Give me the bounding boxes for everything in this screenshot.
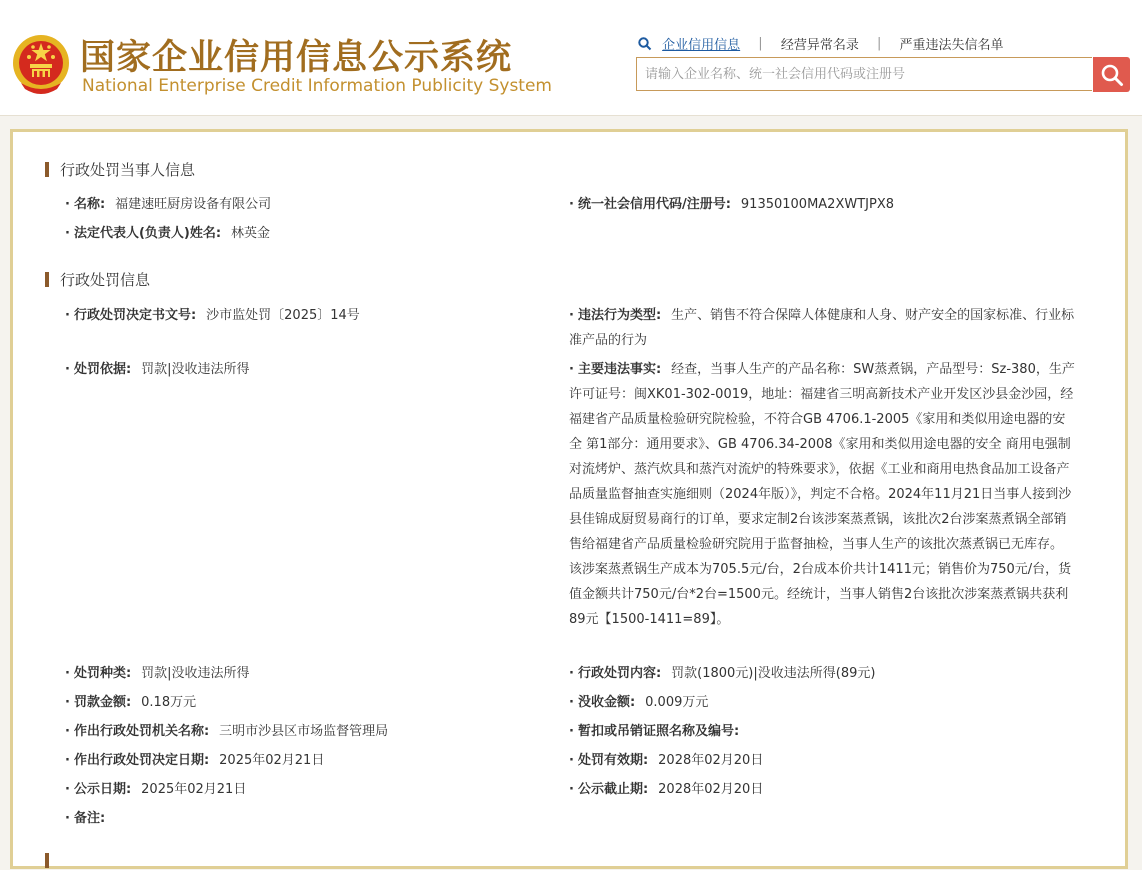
field-validity-period: · 处罚有效期: 2028年02月20日 [569, 753, 764, 768]
field-publish-date: · 公示日期: 2025年02月21日 [65, 782, 247, 797]
field-violation-type: · 违法行为类型: 生产、销售不符合保障人体健康和人身、财产安全的国家标准、行业标准产品的行为 [569, 308, 1075, 348]
field-value: 沙市监处罚〔2025〕14号 [206, 308, 360, 323]
field-label: 公示截止期: [577, 782, 649, 797]
field-license-revoked: · 暂扣或吊销证照名称及编号: [569, 724, 740, 739]
site-title-cn[interactable]: 国家企业信用信息公示系统 [80, 38, 513, 78]
field-label: 行政处罚内容: [577, 666, 662, 681]
field-label: 违法行为类型: [577, 308, 662, 323]
section-title-penalty: 行政处罚信息 [45, 269, 150, 290]
field-label: 罚款金额: [73, 695, 132, 710]
field-value: 三明市沙县区市场监督管理局 [219, 724, 389, 739]
field-remark: · 备注: [65, 811, 106, 826]
field-label: 暂扣或吊销证照名称及编号: [577, 724, 740, 739]
field-label: 处罚有效期: [577, 753, 649, 768]
field-authority: · 作出行政处罚机关名称: 三明市沙县区市场监督管理局 [65, 724, 389, 739]
field-label: 公示日期: [73, 782, 132, 797]
field-value: 罚款|没收违法所得 [141, 666, 250, 681]
field-fine-amount: · 罚款金额: 0.18万元 [65, 695, 197, 710]
field-label: 名称: [73, 197, 106, 212]
nav-serious-violation-list[interactable]: 严重违法失信名单 [899, 38, 1004, 53]
field-label: 统一社会信用代码/注册号: [577, 197, 731, 212]
field-label: 作出行政处罚决定日期: [73, 753, 210, 768]
field-decision-doc-no: · 行政处罚决定书文号: 沙市监处罚〔2025〕14号 [65, 308, 360, 323]
section-marker [45, 272, 49, 287]
field-value: 生产、销售不符合保障人体健康和人身、财产安全的国家标准、行业标准产品的行为 [569, 308, 1075, 348]
field-label: 法定代表人(负责人)姓名: [73, 226, 222, 241]
nav-separator: | [758, 36, 763, 51]
search-icon [1100, 63, 1124, 87]
national-emblem-icon [11, 33, 71, 97]
field-value: 2028年02月20日 [658, 753, 764, 768]
field-penalty-kind: · 处罚种类: 罚款|没收违法所得 [65, 666, 250, 681]
field-name: · 名称: 福建速旺厨房设备有限公司 [65, 197, 272, 212]
field-confiscation-amount: · 没收金额: 0.009万元 [569, 695, 709, 710]
field-value: 罚款|没收违法所得 [141, 362, 250, 377]
field-decision-date: · 作出行政处罚决定日期: 2025年02月21日 [65, 753, 325, 768]
search-input[interactable] [636, 57, 1092, 91]
field-label: 处罚依据: [73, 362, 132, 377]
field-penalty-basis: · 处罚依据: 罚款|没收违法所得 [65, 362, 250, 377]
field-value: 福建速旺厨房设备有限公司 [115, 197, 272, 212]
top-nav [638, 34, 1004, 53]
field-main-facts: · 主要违法事实: 经查，当事人生产的产品名称：SW蒸煮锅，产品型号：Sz-380，生产许可证号：闽XK01-302-0019，地址：福建省三明高新技术产业开发区沙县金沙园，经福建省产品质量检验研究院检验，不符合GB 4706.1-2005《家用和类似用途电器的安全 第1部分：通用要求》、GB 4706.34-2008《家用和类似用途电器的安全 商用电强制对流烤炉、蒸汽炊具和蒸汽对流炉的特殊要求》，依据《工业和商用电热食品加工设备产品质量监督抽查实施细则（2024年版）》，判定不合格。2024年11月21日当事人接到沙县佳锦成厨贸易商行的订单，要求定制2台该涉案蒸煮锅，该批次2台涉案蒸煮锅全部销售给福建省产品质量检验研究院用于监督抽检，当事人生产的该批次蒸煮锅已无库存。该涉案蒸煮锅生产成本为705.5元/台，2台成本价共计1411元；销售价为750元/台，货值金额共计750元/台*2台=1500元。经统计，当事人销售2台该批次涉案蒸煮锅共获利89元【1500-1411=89】。 [569, 362, 1075, 627]
field-label: 处罚种类: [73, 666, 132, 681]
field-legal-rep: · 法定代表人(负责人)姓名: 林英金 [65, 226, 271, 241]
field-value: 2028年02月20日 [658, 782, 764, 797]
field-label: 主要违法事实: [577, 362, 662, 377]
section-title-party: 行政处罚当事人信息 [45, 159, 195, 180]
search-icon [638, 37, 652, 51]
field-value: 2025年02月21日 [219, 753, 325, 768]
site-header [0, 0, 1142, 116]
section-title-partial [45, 852, 60, 870]
field-value: 0.18万元 [141, 695, 197, 710]
section-marker [45, 853, 49, 868]
section-marker [45, 162, 49, 177]
field-value: 0.009万元 [645, 695, 709, 710]
field-credit-code: · 统一社会信用代码/注册号: 91350100MA2XWTJPX8 [569, 197, 895, 212]
field-label: 作出行政处罚机关名称: [73, 724, 210, 739]
field-label: 备注: [73, 811, 106, 826]
search-button[interactable] [1093, 57, 1130, 92]
field-value: 91350100MA2XWTJPX8 [740, 197, 895, 212]
field-value: 2025年02月21日 [141, 782, 247, 797]
field-label: 没收金额: [577, 695, 636, 710]
field-label: 行政处罚决定书文号: [73, 308, 197, 323]
nav-abnormal-list[interactable]: 经营异常名录 [780, 38, 859, 53]
field-value: 经查，当事人生产的产品名称：SW蒸煮锅，产品型号：Sz-380，生产许可证号：闽XK01-302-0019，地址：福建省三明高新技术产业开发区沙县金沙园，经福建省产品质量检验研究院检验，不符合GB 4706.1-2005《家用和类似用途电器的安全 第1部分：通用要求》、GB 4706.34-2008《家用和类似用途电器的安全 商用电强制对流烤炉、蒸汽炊具和蒸汽对流炉的特殊要求》，依据《工业和商用电热食品加工设备产品质量监督抽查实施细则（2024年版）》，判定不合格。2024年11月21日当事人接到沙县佳锦成厨贸易商行的订单，要求定制2台该涉案蒸煮锅，该批次2台涉案蒸煮锅全部销售给福建省产品质量检验研究院用于监督抽检，当事人生产的该批次蒸煮锅已无库存。该涉案蒸煮锅生产成本为705.5元/台，2台成本价共计1411元；销售价为750元/台，货值金额共计750元/台*2台=1500元。经统计，当事人销售2台该批次涉案蒸煮锅共获利89元【1500-1411=89】。 [569, 362, 1075, 627]
site-title-en: National Enterprise Credit Information Publicity System [82, 76, 552, 96]
nav-enterprise-credit-info[interactable]: 企业信用信息 [662, 38, 741, 53]
field-value: 林英金 [231, 226, 271, 241]
detail-panel [10, 129, 1128, 869]
field-penalty-content: · 行政处罚内容: 罚款(1800元)|没收违法所得(89元) [569, 666, 876, 681]
field-publish-deadline: · 公示截止期: 2028年02月20日 [569, 782, 764, 797]
field-value: 罚款(1800元)|没收违法所得(89元) [671, 666, 876, 681]
nav-separator: | [876, 36, 882, 51]
